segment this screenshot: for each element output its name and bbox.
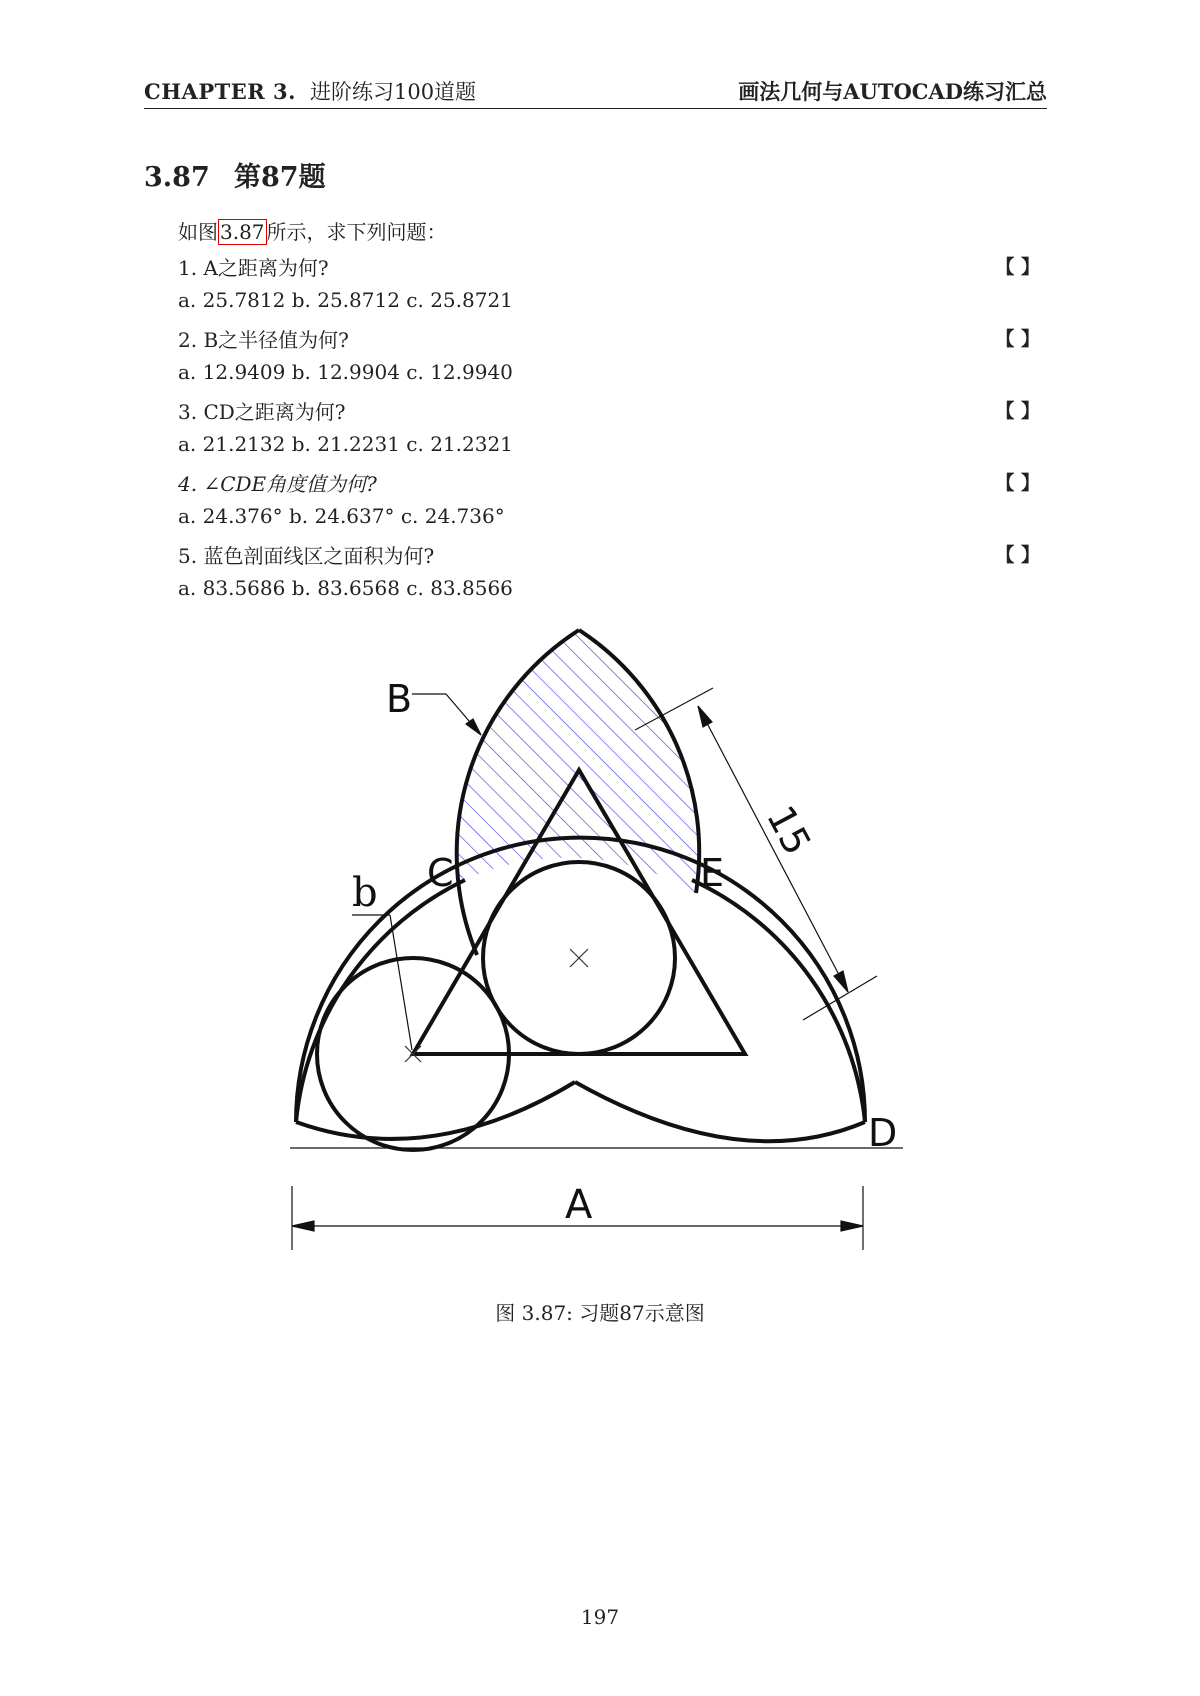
intro-prefix: 如图 (178, 220, 218, 244)
question-text: 1. A之距离为何? (178, 256, 329, 280)
leader-b (412, 694, 481, 735)
figure-caption: 图 3.87: 习题87示意图 (495, 1301, 705, 1325)
section-number: 3.87 (144, 162, 210, 193)
label-a: A (565, 1182, 593, 1228)
page-number: 197 (580, 1605, 620, 1629)
question-text: 3. CD之距离为何? (178, 400, 346, 424)
leader-small-b (352, 915, 412, 1050)
chapter-title: 进阶练习100道题 (309, 80, 477, 104)
answer-bracket-4[interactable]: 【 】 (995, 472, 1040, 494)
label-b-upper: B (386, 677, 413, 721)
chapter-label: CHAPTER 3. (144, 79, 296, 104)
answer-bracket-2[interactable]: 【 】 (995, 328, 1040, 350)
big-arc-upper (296, 838, 865, 1122)
section-title: 第87题 (234, 162, 326, 193)
options-5: a. 83.5686 b. 83.6568 c. 83.8566 (178, 576, 513, 600)
question-text: 5. 蓝色剖面线区之面积为何? (178, 544, 435, 568)
question-text: 2. B之半径值为何? (178, 328, 349, 352)
hatched-region (456, 630, 699, 893)
question-text: 4. ∠CDE角度值为何? (178, 472, 377, 496)
options-1: a. 25.7812 b. 25.8712 c. 25.8721 (178, 288, 513, 312)
book-title: 画法几何与AUTOCAD练习汇总 (738, 79, 1047, 104)
label-b-lower: b (352, 870, 378, 916)
answer-bracket-1[interactable]: 【 】 (995, 256, 1040, 278)
outer-right-arc (575, 1082, 865, 1141)
label-e: E (700, 851, 725, 895)
label-c: C (427, 851, 454, 895)
figure-link[interactable]: 3.87 (220, 220, 265, 244)
intro-suffix: 所示，求下列问题： (266, 220, 447, 244)
label-d: D (868, 1111, 898, 1155)
answer-bracket-5[interactable]: 【 】 (995, 544, 1040, 566)
answer-bracket-3[interactable]: 【 】 (995, 400, 1040, 422)
options-4: a. 24.376° b. 24.637° c. 24.736° (178, 504, 505, 528)
options-2: a. 12.9409 b. 12.9904 c. 12.9940 (178, 360, 513, 384)
label-15: 15 (758, 798, 820, 862)
options-3: a. 21.2132 b. 21.2231 c. 21.2321 (178, 432, 513, 456)
